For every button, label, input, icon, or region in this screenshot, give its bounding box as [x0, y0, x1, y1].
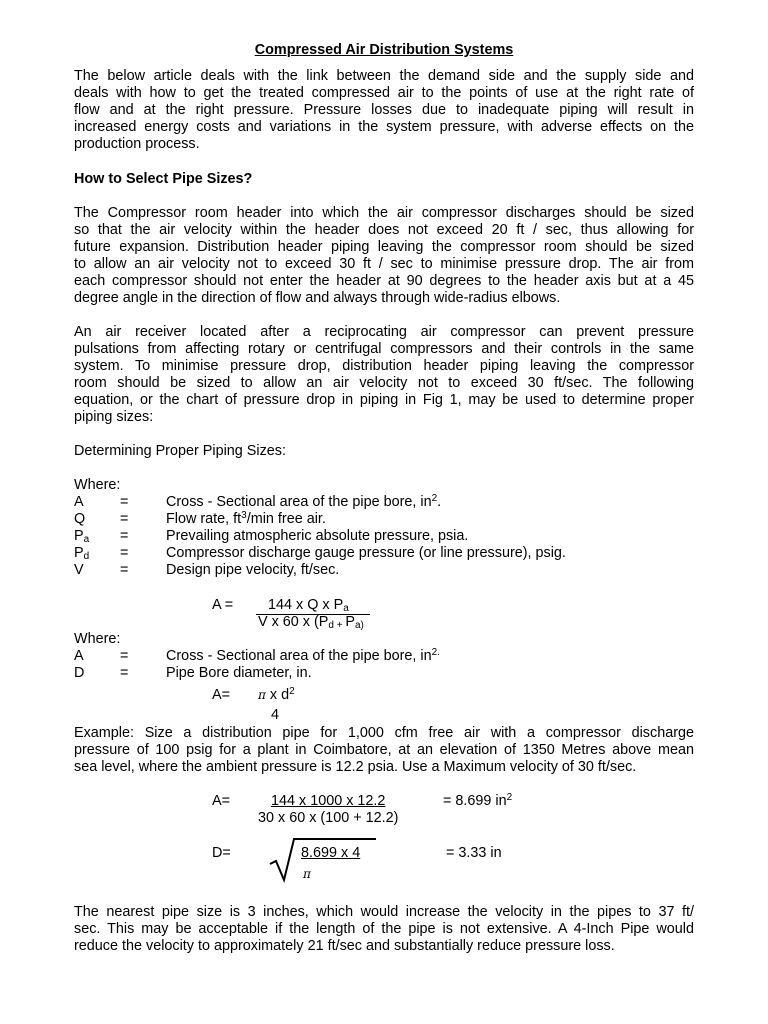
paragraph-line: to allow an air velocity not to exceed 30 ft / sec to minimise pressure drop. The air from [74, 256, 694, 272]
paragraph-line: system. To minimise pressure drop, distribution header piping leaving the compressor [74, 358, 694, 374]
calc-result: = 8.699 $in^2$ [443, 792, 513, 809]
calc-numerator: 144 x 1000 x 12.2 [271, 793, 386, 809]
variable-symbol: Q [74, 511, 86, 527]
intro-line: flow and at the right pressure. Pressure losses due to inadequate piping will result in [74, 102, 694, 118]
paragraph-line: pressure of 100 psig for a plant in Coimbatore, at an elevation of 1350 Metres above mean [74, 742, 694, 758]
equals-sign: = [120, 528, 129, 544]
intro-paragraph [74, 68, 694, 153]
receiver-paragraph [74, 324, 694, 426]
paragraph-line: The Compressor room header into which the air compressor discharges should be sized [74, 205, 694, 221]
definition-row [74, 545, 694, 562]
calc-result: = 3.33 in [446, 845, 502, 861]
variable-symbol: D [74, 665, 85, 681]
formula-numerator: π x $d^2$ [258, 686, 295, 703]
paragraph-line: reduce the velocity to approximately 21 ft/sec and substantially reduce pressure loss. [74, 938, 615, 954]
calc-denominator: π [303, 867, 311, 881]
paragraph-line: so that the air velocity within the header does not exceed 20 ft / sec, thus allowing for [74, 222, 694, 238]
intro-line: deals with how to get the treated compressed air to the points of use at the right rate of [74, 85, 694, 101]
equals-sign: = [120, 562, 129, 578]
variable-description: Compressor discharge gauge pressure (or line pressure), psig. [166, 545, 566, 561]
formula-denominator: 4 [271, 707, 280, 723]
definition-row [74, 528, 694, 545]
equals-sign: = [120, 648, 129, 664]
equals-sign: = [120, 545, 129, 561]
variable-symbol: $P_d$ [74, 545, 90, 562]
definition-row [74, 494, 694, 511]
paragraph-line: pulsations from affecting rotary or centrifugal compressors and their controls in the same [74, 341, 694, 357]
intro-line: The below article deals with the link between the demand side and the supply side and [74, 68, 694, 84]
paragraph-line: piping sizes: [74, 409, 154, 425]
header-sizing-paragraph [74, 205, 694, 307]
variable-definitions [74, 648, 694, 682]
paragraph-line: The nearest pipe size is 3 inches, which would increase the velocity in the pipes to 37 ft/ [74, 904, 694, 920]
definition-row [74, 648, 694, 665]
intro-line: production process. [74, 136, 200, 152]
equals-sign: = [120, 494, 129, 510]
paragraph-line: sea level, where the ambient pressure is 12.2 psia. Use a Maximum velocity of 30 ft/sec. [74, 759, 637, 775]
variable-description: Cross - Sectional area of the pipe bore, $in^2$. [166, 493, 442, 510]
formula-numerator: 144 x Q x $P_a$ [268, 597, 349, 614]
where-label: Where: [74, 477, 121, 493]
paragraph-line: degree angle in the direction of flow and always through wide-radius elbows. [74, 290, 561, 306]
intro-line: increased energy costs and variations in the system pressure, with adverse effects on the [74, 119, 694, 135]
formula-lhs: A= [212, 687, 231, 703]
definition-row [74, 562, 694, 579]
equals-sign: = [120, 511, 129, 527]
paragraph-line: Example: Size a distribution pipe for 1,000 cfm free air with a compressor discharge [74, 725, 694, 741]
variable-description: Prevailing atmospheric absolute pressure, psia. [166, 528, 469, 544]
definition-row [74, 665, 694, 682]
equals-sign: = [120, 665, 129, 681]
paragraph-line: equation, or the chart of pressure drop in piping in Fig 1, may be used to determine proper [74, 392, 694, 408]
paragraph-line: each compressor should not enter the header at 90 degrees to the header axis but at a 45 [74, 273, 694, 289]
variable-symbol: A [74, 494, 84, 510]
document-title: Compressed Air Distribution Systems [254, 42, 514, 58]
example-paragraph [74, 725, 694, 776]
calc-numerator: 8.699 x 4 [301, 845, 361, 861]
variable-description: Flow rate, $ft^3/\min$ free air. [166, 510, 326, 527]
paragraph-line: future expansion. Distribution header piping leaving the compressor room should be sized [74, 239, 694, 255]
calc-lhs: D= [212, 845, 231, 861]
paragraph-line: room should be sized to allow an air velocity not to exceed 30 ft/sec. The following [74, 375, 694, 391]
calc-lhs: A= [212, 793, 231, 809]
where-label: Where: [74, 631, 121, 647]
variable-symbol: $P_a$ [74, 528, 90, 545]
variable-description: Pipe Bore diameter, in. [166, 665, 312, 681]
paragraph-line: An air receiver located after a reciprocating air compressor can prevent pressure [74, 324, 694, 340]
formula-lhs: A = [212, 597, 234, 613]
variable-definitions [74, 494, 694, 579]
variable-symbol: V [74, 562, 84, 578]
section-heading: How to Select Pipe Sizes? [74, 171, 253, 187]
conclusion-paragraph [74, 904, 694, 955]
formula-denominator: V x 60 x ($P_{d +}$ $P_{a)}$ [258, 614, 364, 631]
definition-row [74, 511, 694, 528]
determining-label: Determining Proper Piping Sizes: [74, 443, 286, 459]
variable-description: Design pipe velocity, ft/sec. [166, 562, 340, 578]
paragraph-line: sec. This may be acceptable if the length of the pipe is not extensive. A 4-Inch Pipe would [74, 921, 694, 937]
calc-denominator: 30 x 60 x (100 + 12.2) [258, 810, 399, 826]
variable-symbol: A [74, 648, 84, 664]
variable-description: Cross - Sectional area of the pipe bore, $in^{2.}$ [166, 647, 440, 664]
